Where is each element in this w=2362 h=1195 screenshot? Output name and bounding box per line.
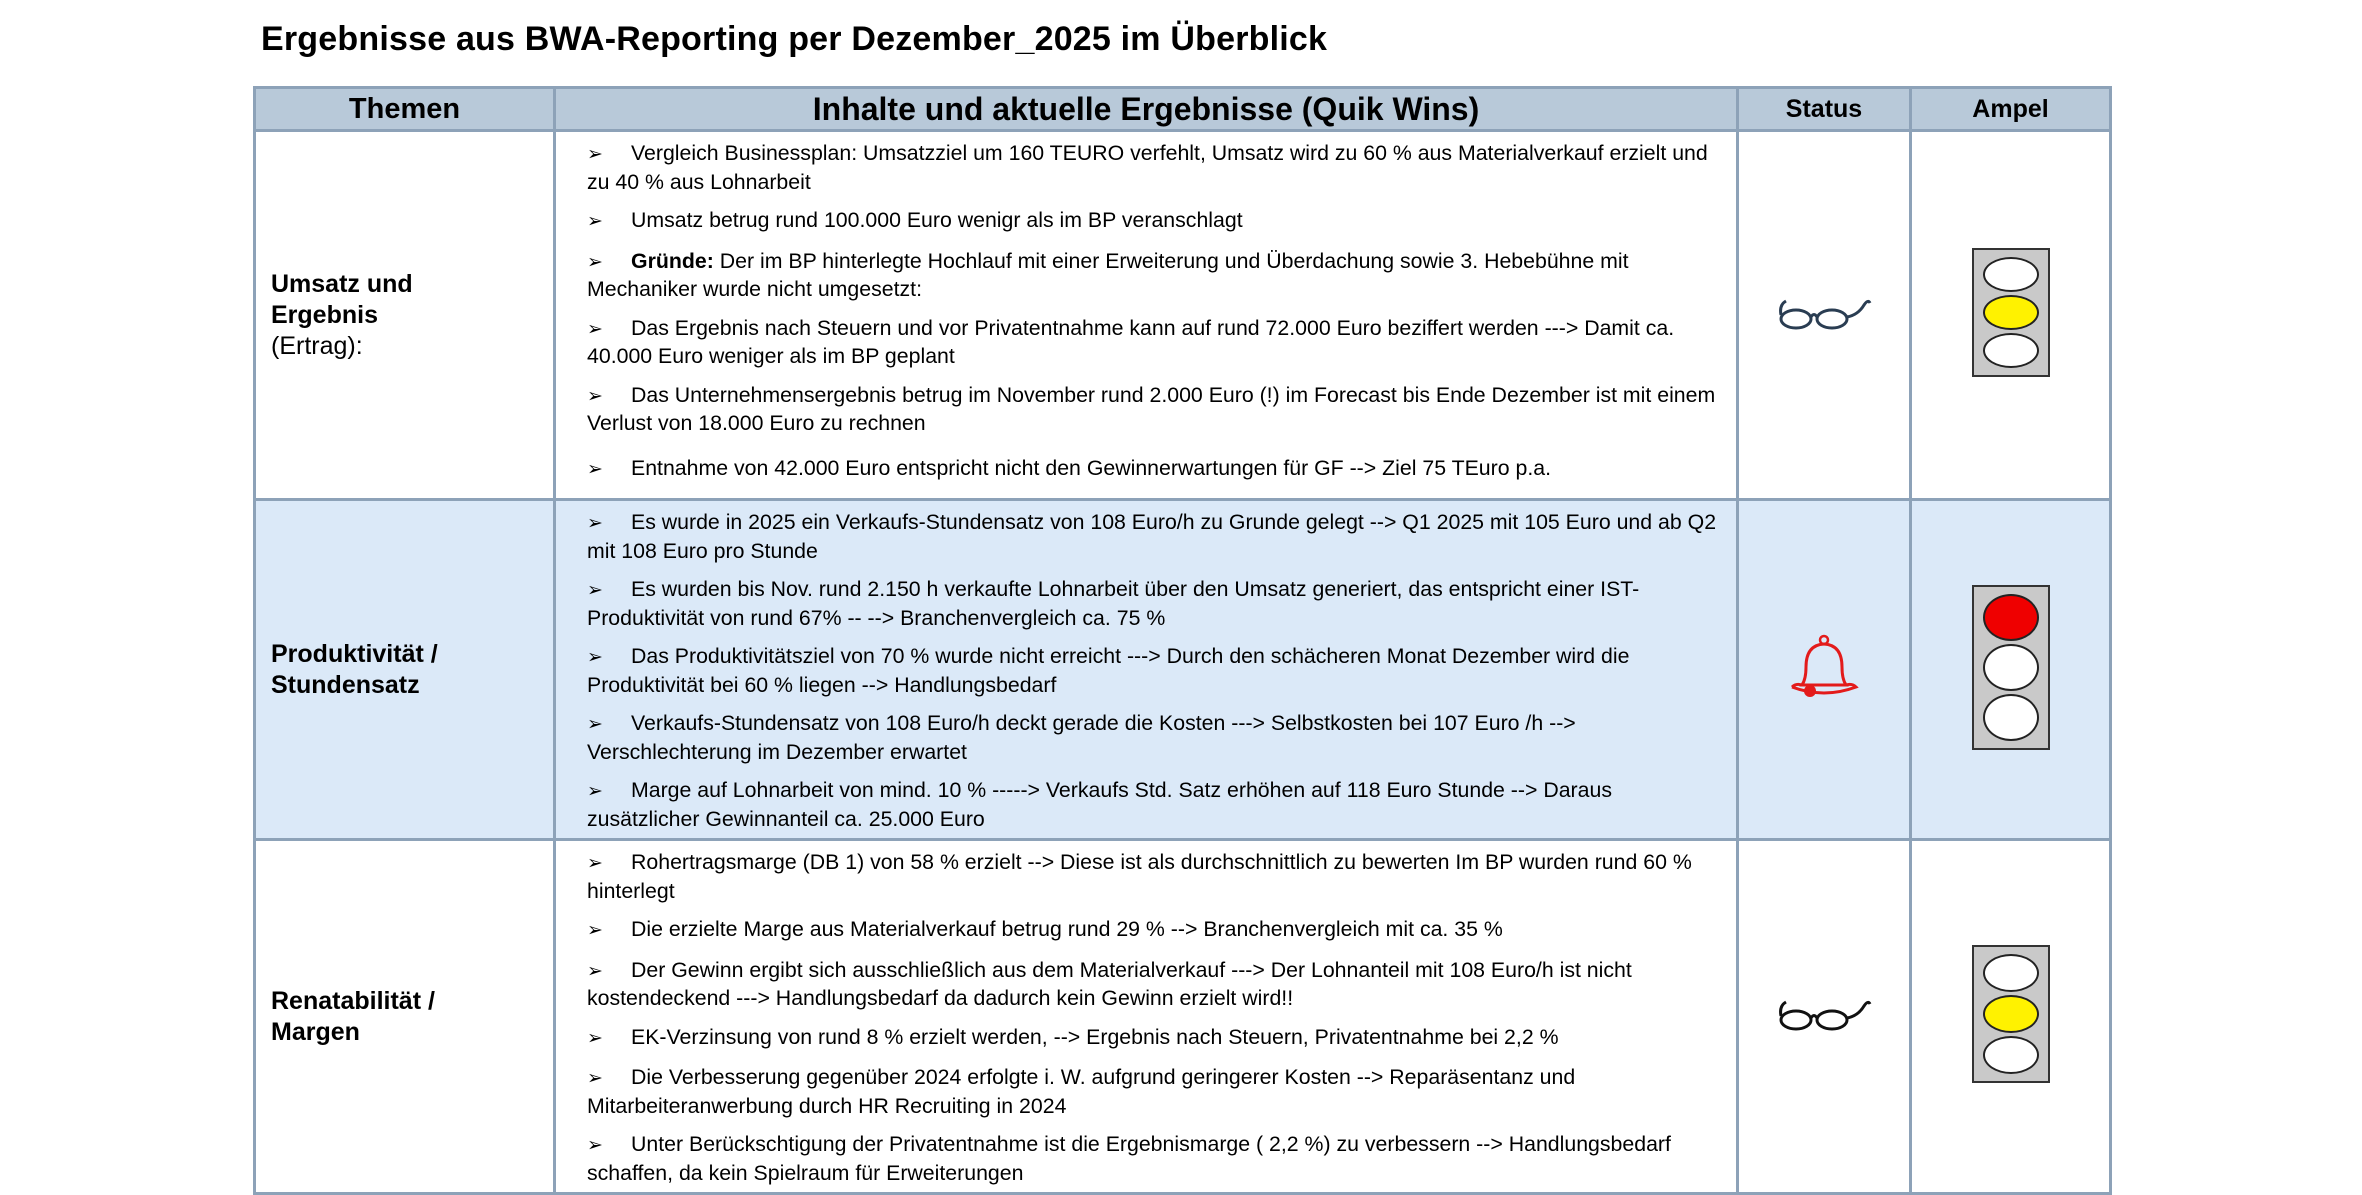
theme-label: Umsatz und [271, 269, 413, 298]
bullet-text: Umsatz betrug rund 100.000 Euro wenigr als im BP veranschlagt [631, 208, 1243, 232]
traffic-light-lamp-yellow [1983, 995, 2039, 1033]
status-cell [1738, 840, 1911, 1194]
bullet-arrow-icon: ➢ [587, 960, 603, 982]
bullet-item [587, 455, 1726, 484]
bullet-item [587, 382, 1726, 437]
header-inhalte: Inhalte und aktuelle Ergebnisse (Quik Wins) [555, 88, 1738, 131]
bullet-text: Unter Berückschtigung der Privatentnahme ist die Ergebnismarge ( 2,2 %) zu verbessern --> Handlungsbedarf schaffen, da kein Spielraum für Erweiterungen [587, 1132, 1671, 1185]
bell-icon [1784, 633, 1864, 701]
bullet-item [587, 643, 1726, 698]
bullet-text: Es wurde in 2025 ein Verkaufs-Stundensatz von 108 Euro/h zu Grunde gelegt --> Q1 2025 mit 105 Euro und ab Q2 mit 108 Euro pro Stunde [587, 510, 1717, 563]
content-cell [555, 131, 1738, 500]
page-title: Ergebnisse aus BWA-Reporting per Dezember_2025 im Überblick [261, 20, 1328, 58]
bullet-item [587, 315, 1726, 370]
traffic-light-lamp-green [1983, 333, 2039, 368]
bullet-text: Entnahme von 42.000 Euro entspricht nicht den Gewinnerwartungen für GF --> Ziel 75 TEuro p.a. [631, 455, 1552, 480]
bullet-arrow-icon: ➢ [587, 144, 603, 165]
content-cell [555, 500, 1738, 840]
theme-cell [255, 500, 555, 840]
ampel-cell [1911, 500, 2111, 840]
traffic-light [1972, 945, 2050, 1083]
bullet-item [587, 849, 1726, 904]
glasses-icon [1776, 994, 1872, 1034]
bullet-lead: Gründe: [631, 248, 714, 273]
bullet-arrow-icon: ➢ [587, 647, 603, 668]
bullet-arrow-icon: ➢ [587, 251, 603, 273]
table-row-produktivitaet [255, 500, 2111, 840]
bullet-text: Rohertragsmarge (DB 1) von 58 % erzielt --> Diese ist als durchschnittlich zu bewerten Im BP wurden rund 60 % hinterlegt [587, 850, 1692, 903]
bullet-item [587, 1131, 1726, 1186]
theme-label: Margen [271, 1017, 360, 1046]
bullet-item [587, 140, 1726, 195]
traffic-light-lamp-red [1983, 594, 2039, 641]
bullet-text: Die erzielte Marge aus Materialverkauf betrug rund 29 % --> Branchenvergleich mit ca. 35 % [631, 917, 1503, 941]
bullet-arrow-icon: ➢ [587, 318, 603, 340]
bullet-arrow-icon: ➢ [587, 211, 603, 232]
header-themen: Themen [255, 88, 555, 131]
bullet-item [587, 576, 1726, 631]
bullet-item [587, 1024, 1726, 1053]
bullet-text: Es wurden bis Nov. rund 2.150 h verkaufte Lohnarbeit über den Umsatz generiert, das entspricht einer IST-Produktivität von rund 67% -- --> Branchenvergleich ca. 75 % [587, 577, 1640, 630]
traffic-light [1972, 248, 2050, 377]
bullet-arrow-icon: ➢ [587, 1068, 603, 1089]
header-status: Status [1738, 88, 1911, 131]
bullet-text: Die Verbesserung gegenüber 2024 erfolgte i. W. aufgrund geringerer Kosten --> Reparäsentanz und Mitarbeiteranwerbung durch HR Recruiting in 2024 [587, 1065, 1576, 1118]
bullet-arrow-icon: ➢ [587, 781, 603, 802]
bullet-item [587, 957, 1726, 1012]
results-table [253, 86, 2112, 1195]
traffic-light-lamp-yellow [1983, 644, 2039, 691]
bullet-arrow-icon: ➢ [587, 853, 603, 874]
bullet-item [587, 248, 1726, 303]
theme-label: (Ertrag): [271, 331, 363, 360]
header-ampel: Ampel [1911, 88, 2111, 131]
bullet-arrow-icon: ➢ [587, 714, 603, 735]
bullet-arrow-icon: ➢ [587, 1135, 603, 1156]
bullet-item [587, 777, 1726, 832]
content-cell [555, 840, 1738, 1194]
table-header-row [255, 88, 2111, 131]
bullet-text: Das Produktivitätsziel von 70 % wurde nicht erreicht ---> Durch den schächeren Monat Dezember wird die Produktivität bei 60 % liegen --> Handlungsbedarf [587, 644, 1630, 697]
theme-cell [255, 840, 555, 1194]
bullet-text: Das Ergebnis nach Steuern und vor Privatentnahme kann auf rund 72.000 Euro beziffert werden ---> Damit ca. 40.000 Euro weniger als im BP geplant [587, 315, 1675, 368]
bullet-text: Verkaufs-Stundensatz von 108 Euro/h deckt gerade die Kosten ---> Selbstkosten bei 107 Euro /h --> Verschlechterung im Dezember erwartet [587, 711, 1576, 764]
ampel-cell [1911, 131, 2111, 500]
bullet-arrow-icon: ➢ [587, 1027, 603, 1049]
traffic-light-lamp-red [1983, 257, 2039, 292]
traffic-light-lamp-red [1983, 954, 2039, 992]
bullet-arrow-icon: ➢ [587, 385, 603, 407]
bullet-arrow-icon: ➢ [587, 513, 603, 534]
bullet-text: Das Unternehmensergebnis betrug im November rund 2.000 Euro (!) im Forecast bis Ende Dezember ist mit einem Verlust von 18.000 Euro zu rechnen [587, 382, 1716, 435]
bullet-item [587, 710, 1726, 765]
theme-label: Stundensatz [271, 670, 420, 699]
bullet-text: Der Gewinn ergibt sich ausschließlich aus dem Materialverkauf ---> Der Lohnanteil mit 108 Euro/h ist nicht kostendeckend ---> Handlungsbedarf da dadurch kein Gewinn erzielt wird!! [587, 957, 1632, 1010]
theme-cell [255, 131, 555, 500]
ampel-cell [1911, 840, 2111, 1194]
bullet-item [587, 916, 1726, 945]
bullet-arrow-icon: ➢ [587, 458, 603, 480]
bullet-arrow-icon: ➢ [587, 580, 603, 601]
traffic-light-lamp-yellow [1983, 295, 2039, 330]
status-cell [1738, 500, 1911, 840]
bullet-text: Der im BP hinterlegte Hochlauf mit einer Erweiterung und Überdachung sowie 3. Hebebühne mit Mechaniker wurde nicht umgesetzt: [587, 248, 1629, 301]
bullet-item [587, 1064, 1726, 1119]
status-cell [1738, 131, 1911, 500]
bullet-text: Vergleich Businessplan: Umsatzziel um 160 TEURO verfehlt, Umsatz wird zu 60 % aus Materialverkauf erzielt und zu 40 % aus Lohnarbeit [587, 141, 1708, 194]
traffic-light [1972, 585, 2050, 750]
theme-label: Ergebnis [271, 300, 378, 329]
traffic-light-lamp-green [1983, 694, 2039, 741]
traffic-light-lamp-green [1983, 1036, 2039, 1074]
bullet-item [587, 207, 1726, 236]
bullet-item [587, 509, 1726, 564]
table-row-renatabilitaet [255, 840, 2111, 1194]
bullet-text: EK-Verzinsung von rund 8 % erzielt werden, --> Ergebnis nach Steuern, Privatentnahme bei 2,2 % [631, 1024, 1559, 1049]
table-row-umsatz [255, 131, 2111, 500]
bullet-text: Marge auf Lohnarbeit von mind. 10 % -----> Verkaufs Std. Satz erhöhen auf 118 Euro Stunde --> Daraus zusätzlicher Gewinnanteil ca. 25.000 Euro [587, 778, 1612, 831]
theme-label: Produktivität / [271, 639, 438, 668]
bullet-arrow-icon: ➢ [587, 920, 603, 941]
glasses-icon [1776, 293, 1872, 333]
theme-label: Renatabilität / [271, 986, 435, 1015]
